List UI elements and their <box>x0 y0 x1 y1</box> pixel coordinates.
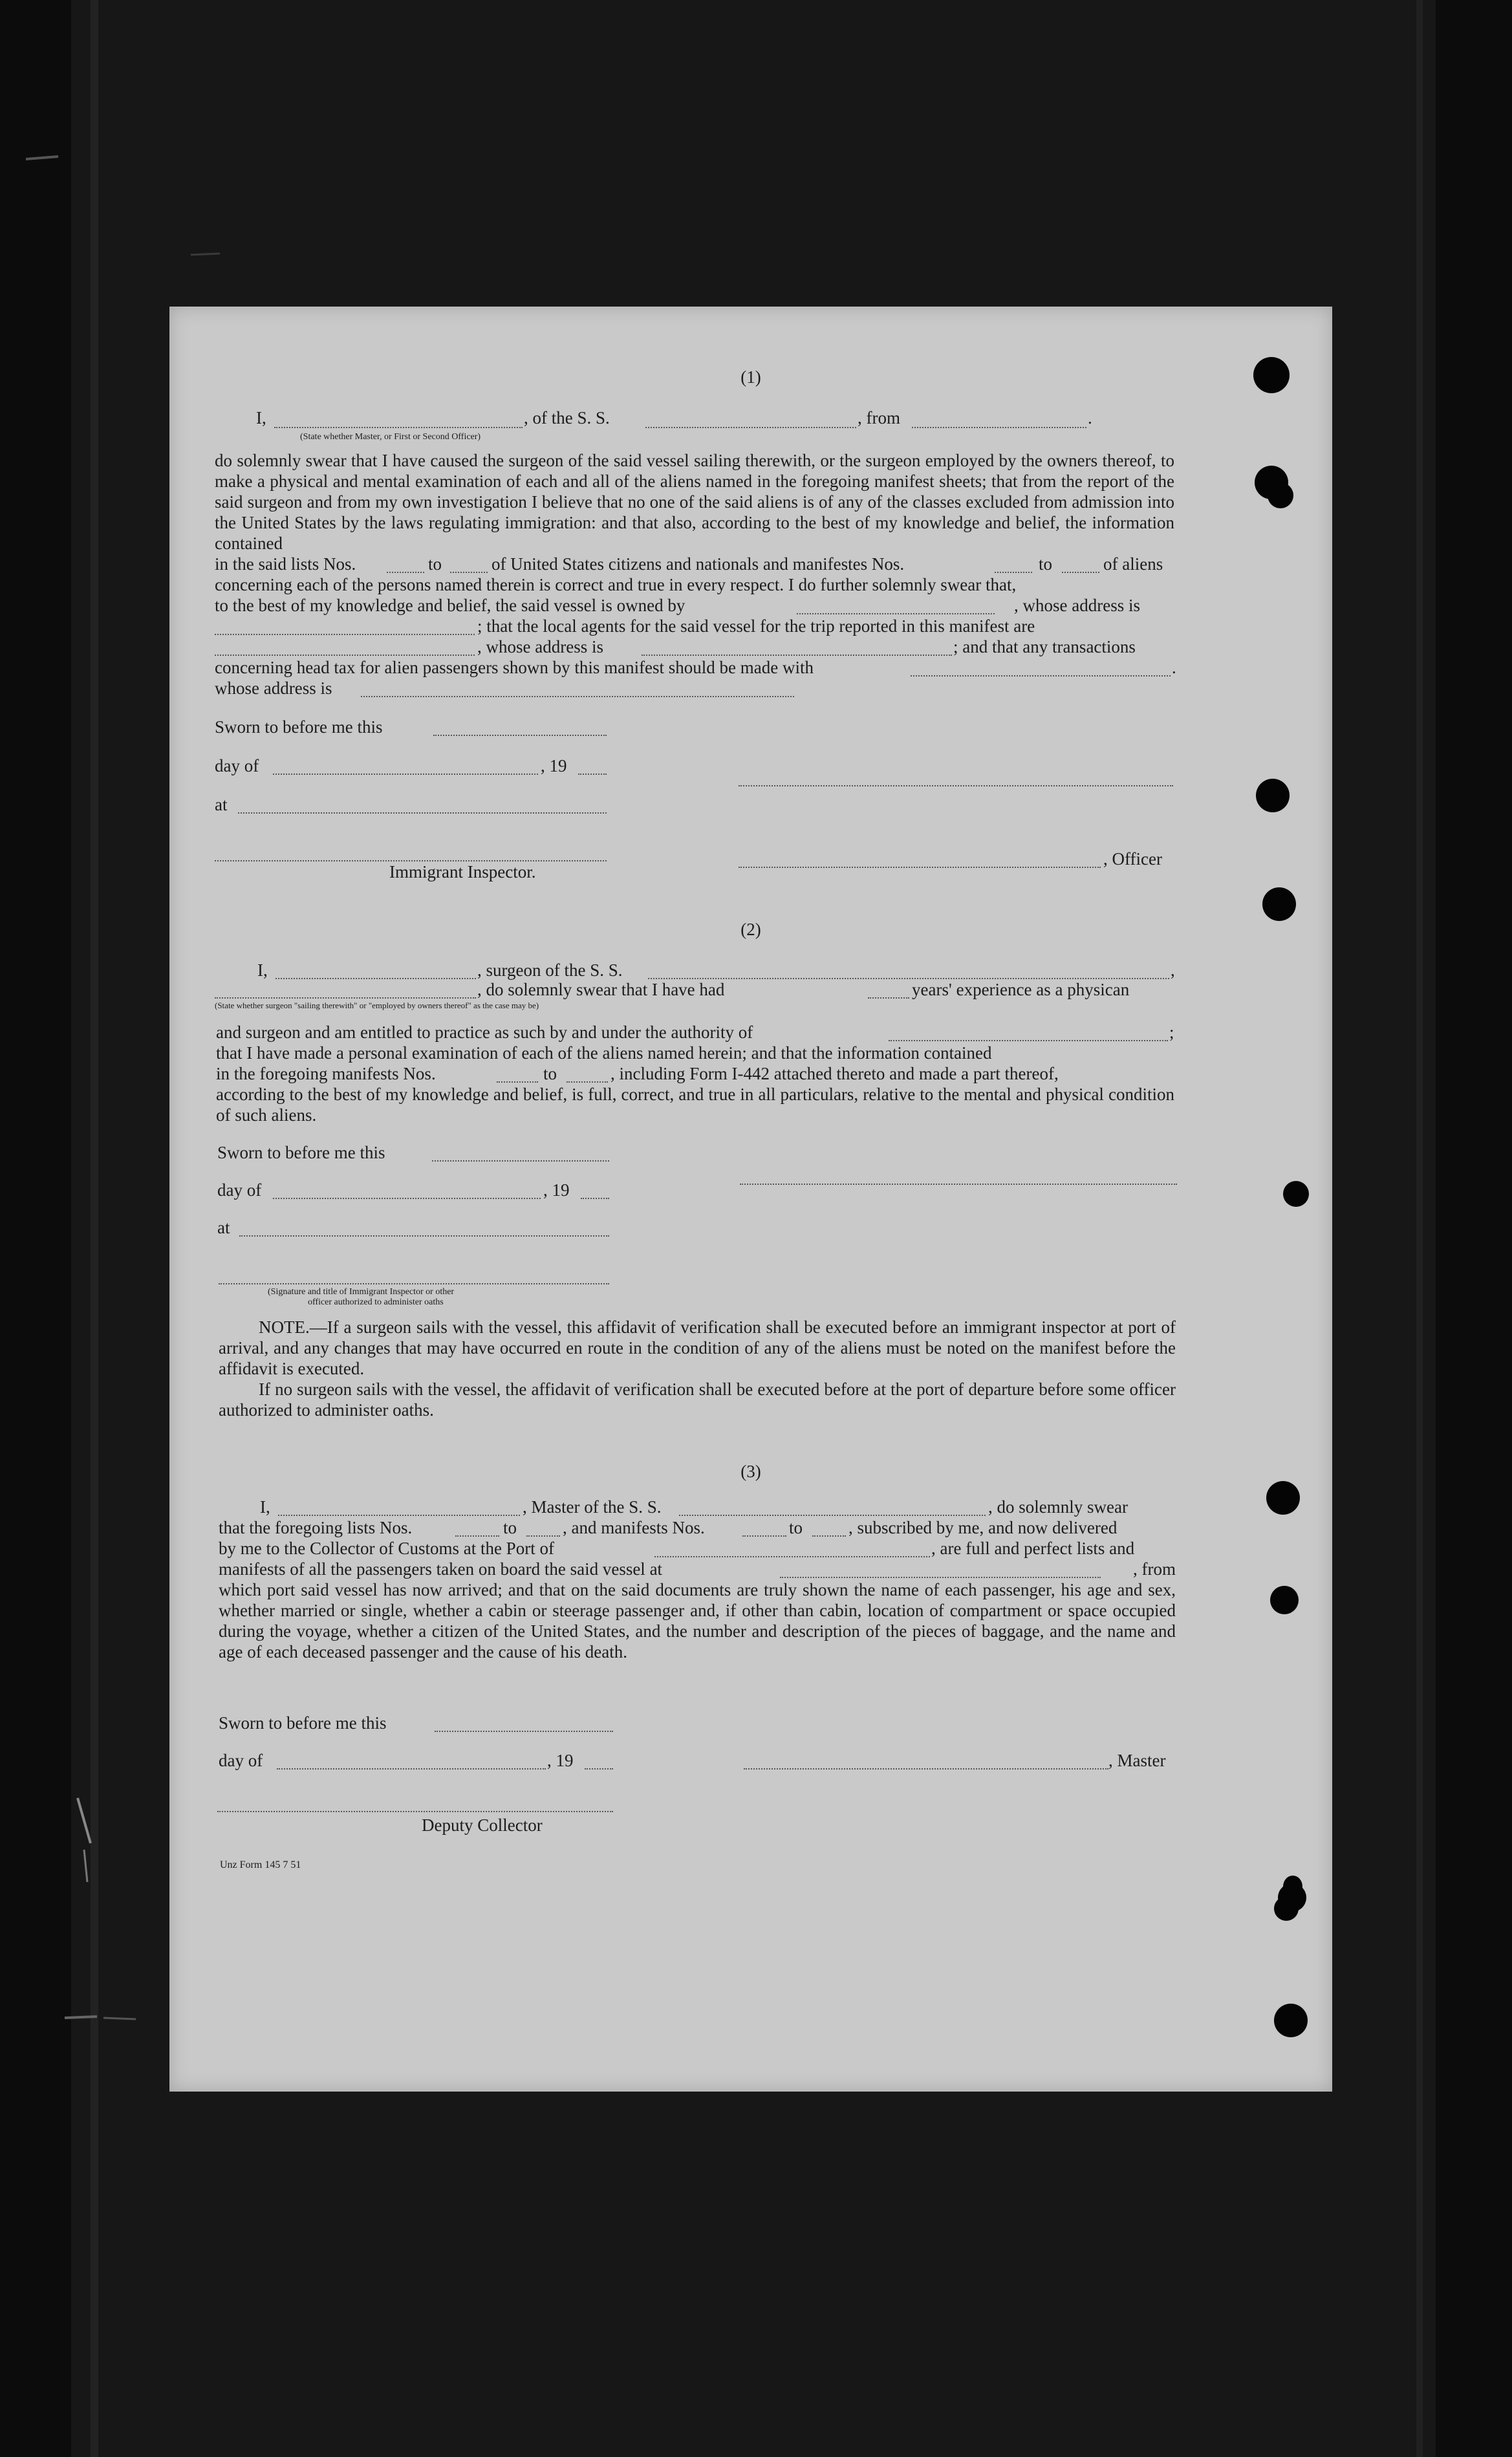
s2-day-blank <box>273 1198 541 1199</box>
s1-officer-line <box>739 867 1101 868</box>
s1-list-to-blank <box>450 572 488 573</box>
s1-from: , from <box>858 408 900 428</box>
s1-of-ss: , of the S. S. <box>524 408 610 428</box>
s1-headtax-blank <box>911 675 1171 676</box>
s1-19: , 19 <box>541 756 567 775</box>
s1-list-from-blank <box>387 572 424 573</box>
s1-sworn: Sworn to before me this <box>215 717 383 737</box>
s1-inspector: Immigrant Inspector. <box>389 862 536 882</box>
s1-whose-blank <box>361 696 794 697</box>
s2-year-blank <box>581 1198 609 1199</box>
s3-deputy-line <box>217 1811 613 1812</box>
s2-sig-note-2: officer authorized to administer oaths <box>308 1297 444 1307</box>
s1-officer-note: (State whether Master, or First or Second Officer) <box>300 432 481 442</box>
punch-hole <box>1262 887 1296 921</box>
s1-manifest-to-blank <box>1062 572 1099 573</box>
s2-i: I, <box>257 960 268 980</box>
s2-day-of: day of <box>217 1180 262 1200</box>
s3-master-label: , Master <box>1108 1751 1166 1770</box>
s1-lists-to2: to <box>1039 554 1053 574</box>
s3-day-blank <box>277 1768 546 1770</box>
s2-manifest-from-blank <box>497 1081 538 1083</box>
s3-line3-b: , are full and perfect lists and <box>931 1539 1135 1558</box>
s3-manifest-to-blank <box>812 1535 846 1537</box>
s3-boarding-blank <box>780 1577 1101 1578</box>
s2-inspector-line <box>219 1283 609 1284</box>
punch-hole <box>1283 1876 1302 1898</box>
s3-line2-to1: to <box>503 1518 517 1537</box>
s2-manifests-to: to <box>543 1064 557 1083</box>
s1-lists-b: of United States citizens and nationals and manifestes Nos. <box>491 554 905 574</box>
s1-lists-a: in the said lists Nos. <box>215 554 356 574</box>
s2-authority-b: ; <box>1169 1023 1174 1042</box>
s1-owned-a: to the best of my knowledge and belief, the said vessel is owned by <box>215 596 686 615</box>
s2-manifests-a: in the foregoing manifests Nos. <box>216 1064 436 1083</box>
punch-hole <box>1283 1181 1309 1207</box>
punch-hole <box>1270 1586 1299 1614</box>
s2-line2-b: years' experience as a physican <box>912 980 1130 999</box>
s3-manifest-from-blank <box>742 1535 786 1537</box>
s1-lists-c: of aliens <box>1103 554 1163 574</box>
punch-hole <box>1256 779 1290 812</box>
s3-sworn: Sworn to before me this <box>219 1713 387 1733</box>
s1-day-of: day of <box>215 756 259 775</box>
s2-sworn-blank <box>432 1160 609 1162</box>
s1-body-a: do solemnly swear that I have caused the surgeon of the said vessel sailing therewith, or the surgeon employed by the owners thereof, to make a physical and mental examination of each and all of the aliens named in the foregoing manifest sheets; that from the report of the said surgeon and from my own investigation I believe that no one of the said aliens is of any of the classes excluded from admission into the United States by the laws regulating immigration: and that also, according to the best of my knowledge and belief, the information contained <box>215 451 1174 553</box>
s1-vessel-blank <box>645 427 856 428</box>
section-1-heading: (1) <box>740 367 761 387</box>
s1-i: I, <box>256 408 266 428</box>
s2-name-blank <box>275 978 476 979</box>
punch-hole <box>1253 357 1290 393</box>
s2-line2-a: , do solemnly swear that I have had <box>477 980 725 999</box>
s2-role-blank <box>215 997 476 999</box>
punch-hole <box>1268 482 1293 508</box>
s2-sworn: Sworn to before me this <box>217 1143 385 1162</box>
section-3-heading: (3) <box>740 1462 761 1481</box>
s2-authority-blank <box>889 1040 1168 1041</box>
note-paragraph-2: If no surgeon sails with the vessel, the affidavit of verification shall be executed before at the port of departure before some officer authorized to administer oaths. <box>219 1380 1176 1420</box>
s1-lists-to1: to <box>428 554 442 574</box>
punch-hole <box>1266 1481 1300 1515</box>
s1-end: . <box>1088 408 1092 428</box>
s2-manifests-b: , including Form I-442 attached thereto and made a part thereof, <box>610 1064 1059 1083</box>
s3-19: , 19 <box>547 1751 574 1770</box>
s1-agent-address-blank <box>642 655 952 656</box>
s2-manifest-to-blank <box>567 1081 608 1083</box>
form-identifier: Unz Form 145 7 51 <box>220 1859 301 1870</box>
s3-line4-a: manifests of all the passengers taken on board the said vessel at <box>219 1559 663 1579</box>
s1-owner-address-blank <box>215 634 475 635</box>
s3-line2-a: that the foregoing lists Nos. <box>219 1518 413 1537</box>
s3-master-line <box>744 1768 1108 1770</box>
s2-signature-line <box>740 1184 1177 1185</box>
s3-day-of: day of <box>219 1751 263 1770</box>
s3-line4-b: , from <box>1133 1559 1176 1579</box>
s1-officer: , Officer <box>1103 849 1162 869</box>
s3-port-blank <box>654 1556 930 1557</box>
s2-sig-note-1: (Signature and title of Immigrant Inspector or other <box>268 1287 455 1297</box>
s1-at: at <box>215 795 228 814</box>
s3-year-blank <box>585 1768 613 1770</box>
s1-owned-b: , whose address is <box>1014 596 1140 615</box>
s2-19: , 19 <box>543 1180 570 1200</box>
s1-agent-addr-a: , whose address is <box>477 637 603 656</box>
s2-role-note: (State whether surgeon "sailing therewith" or "employed by owners thereof" as the case may be) <box>215 1001 539 1010</box>
s1-sworn-blank <box>433 735 607 736</box>
s1-owner-blank <box>797 613 995 614</box>
s1-whose: whose address is <box>215 678 332 698</box>
s2-end: , <box>1171 960 1175 980</box>
s1-officer-blank <box>274 427 523 428</box>
s3-body: which port said vessel has now arrived; and that on the said documents are truly shown the name of each passenger, his age and sex, whether married or single, whether a cabin or steerage passenger and, if other than cabin, location of compartment or space occupied during the voyage, whether a citizen of the United States, and the number and description of the pieces of baggage, and the name and age of each deceased passenger and the cause of his death. <box>219 1580 1176 1661</box>
s3-line3-a: by me to the Collector of Customs at the Port of <box>219 1539 554 1558</box>
s3-name-blank <box>278 1515 520 1516</box>
s1-headtax-b: . <box>1172 658 1176 677</box>
s1-agents: ; that the local agents for the said vessel for the trip reported in this manifest are <box>477 616 1035 636</box>
s2-authority-a: and surgeon and am entitled to practice as such by and under the authority of <box>216 1023 753 1042</box>
s1-headtax-a: concerning head tax for alien passengers shown by this manifest should be made with <box>215 658 814 677</box>
s3-master: , Master of the S. S. <box>523 1497 662 1517</box>
s1-at-blank <box>238 812 607 814</box>
s1-agents-blank <box>215 655 475 656</box>
s3-i: I, <box>260 1497 270 1517</box>
s2-at-blank <box>239 1235 609 1237</box>
s1-manifest-from-blank <box>995 572 1032 573</box>
s2-body-c: according to the best of my knowledge and belief, is full, correct, and true in all particulars, relative to the mental and physical condition of such aliens. <box>216 1085 1174 1125</box>
s3-line2-to2: to <box>789 1518 803 1537</box>
punch-hole <box>1274 1896 1299 1921</box>
s2-surgeon: , surgeon of the S. S. <box>477 960 623 980</box>
s3-deputy: Deputy Collector <box>422 1815 543 1835</box>
s3-swear: , do solemnly swear <box>988 1497 1128 1517</box>
s1-year-blank <box>578 774 607 775</box>
s1-from-blank <box>912 427 1086 428</box>
s2-examination: that I have made a personal examination of each of the aliens named herein; and that the information contained <box>216 1043 992 1063</box>
s1-signature-line <box>739 785 1173 786</box>
s2-at: at <box>217 1218 230 1237</box>
s3-line2-c: , subscribed by me, and now delivered <box>848 1518 1118 1537</box>
form-sheet <box>169 307 1332 2092</box>
s3-line2-b: , and manifests Nos. <box>563 1518 705 1537</box>
s1-agent-addr-b: ; and that any transactions <box>953 637 1136 656</box>
s3-list-from-blank <box>455 1535 499 1537</box>
s3-vessel-blank <box>679 1515 986 1516</box>
s1-body-b: concerning each of the persons named therein is correct and true in every respect. I do further solemnly swear that, <box>215 575 1017 594</box>
s3-sworn-blank <box>435 1731 613 1732</box>
section-2-heading: (2) <box>740 920 761 939</box>
s1-day-blank <box>273 774 538 775</box>
note-paragraph-1: NOTE.—If a surgeon sails with the vessel, this affidavit of verification shall be executed before an immigrant inspector at port of arrival, and any changes that may have occurred en route in the condition of any of the aliens must be noted on the manifest before the affidavit is executed. <box>219 1317 1176 1378</box>
punch-hole <box>1274 2004 1308 2037</box>
s2-years-blank <box>868 997 909 999</box>
s3-list-to-blank <box>526 1535 560 1537</box>
